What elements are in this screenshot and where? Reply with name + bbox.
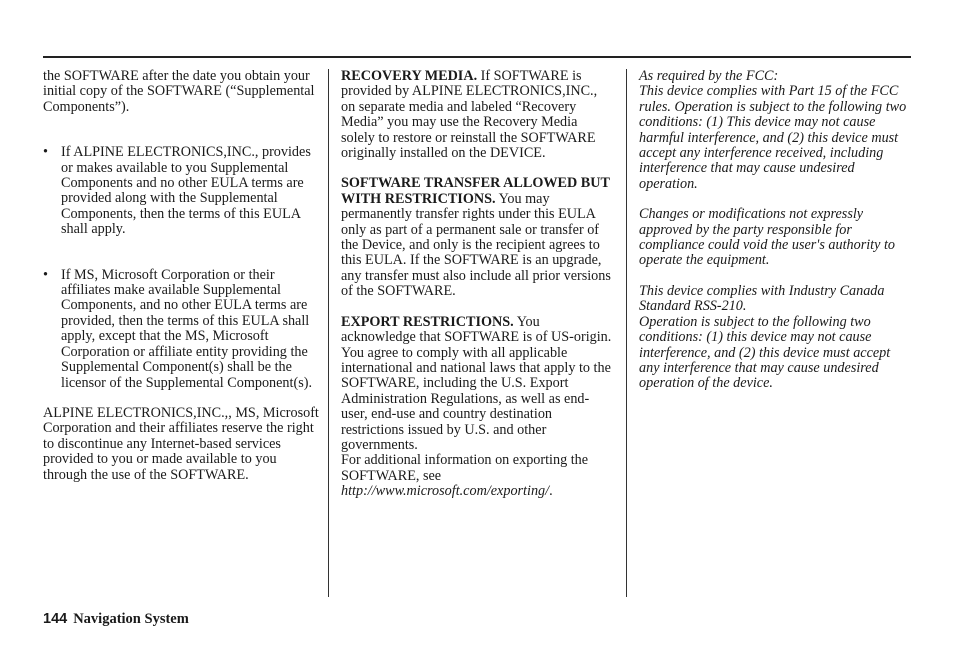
page-number: 144	[43, 611, 68, 627]
paragraph-export-info	[341, 453, 613, 499]
paragraph-internet-services: ALPINE ELECTRONICS,INC.,, MS, Microsoft Corporation and their affiliates reserve the right to discontinue any Internet-based services provided to you or made available to you through the use of the SOFTWARE.	[43, 404, 319, 483]
software-transfer-text: You may permanently transfer rights under this EULA only as part of a permanent sale or transfer of the Device, and only is the recipient agrees to this EULA. If the SOFTWARE is an upgrade, any transfer must also include all prior versions of the SOFTWARE.	[341, 190, 611, 300]
column-divider-2	[626, 69, 627, 597]
fcc-compliance-text: This device complies with Part 15 of the FCC rules. Operation is subject to the following two conditions: (1) This device may not cause harmful interference, and (2) this device must accept any interference received, including interference that may cause undesired operation.	[639, 83, 907, 192]
paragraph-export-restrictions	[341, 315, 613, 454]
paragraph-software-transfer	[341, 176, 613, 299]
bullet-text: If MS, Microsoft Corporation or their affiliates make available Supplemental Components, and no other EULA terms are provided, then the terms of this EULA shall apply, except that the MS, Microsoft Corporation or affiliate entity providing the Supplemental Component(s) shall be the licensor of the Supplemental Component(s).	[61, 266, 312, 391]
bullet-ms-supplemental	[43, 268, 321, 391]
microsoft-exporting-link[interactable]: http://www.microsoft.com/exporting/	[341, 483, 550, 500]
column-right	[639, 69, 911, 392]
heading-software-transfer: SOFTWARE TRANSFER ALLOWED BUT WITH RESTRICTIONS.	[341, 175, 610, 207]
section-title: Navigation System	[73, 611, 189, 627]
fcc-intro: As required by the FCC:	[639, 68, 779, 84]
bullet-text: If ALPINE ELECTRONICS,INC., provides or makes available to you Supplemental Components and no other EULA terms are provided along with the Supplemental Components, then the terms of this EULA shall apply.	[61, 144, 311, 238]
bullet-glyph: •	[43, 266, 48, 283]
export-restrictions-text: You acknowledge that SOFTWARE is of US-origin. You agree to comply with all applicable international and national laws that apply to the SOFTWARE, including the U.S. Export Administration Regulations, as well as end-user, end-use and country destination restrictions issued by U.S. and other governments.	[341, 313, 612, 453]
export-info-text: For additional information on exporting the SOFTWARE, see	[341, 452, 589, 484]
export-info-end: .	[549, 483, 553, 500]
bullet-glyph: •	[43, 144, 48, 161]
page-footer	[43, 611, 189, 628]
column-left	[43, 69, 321, 483]
industry-canada-text: This device complies with Industry Canada Standard RSS-210.	[639, 282, 885, 315]
heading-recovery-media: RECOVERY MEDIA.	[341, 68, 478, 84]
changes-warning-text: Changes or modifications not expressly approved by the party responsible for compliance could void the user's authority to operate the equipment.	[639, 206, 895, 269]
recovery-media-text: If SOFTWARE is provided by ALPINE ELECTRONICS,INC., on separate media and labeled “Recovery Media” you may use the Recovery Media solely to restore or reinstall the SOFTWARE originally installed on the DEVICE.	[341, 68, 598, 162]
column-divider-1	[328, 69, 329, 597]
bullet-alpine-supplemental	[43, 145, 321, 237]
paragraph-recovery-media	[341, 69, 613, 161]
top-rule	[43, 56, 911, 58]
column-middle	[341, 69, 613, 500]
heading-export-restrictions: EXPORT RESTRICTIONS.	[341, 313, 514, 330]
industry-canada-conditions: Operation is subject to the following two conditions: (1) this device may not cause interference, and (2) this device must accept any interference that may cause undesired operation of the device.	[639, 313, 891, 392]
paragraph-supplemental-intro: the SOFTWARE after the date you obtain your initial copy of the SOFTWARE (“Supplemental Components”).	[43, 68, 315, 115]
